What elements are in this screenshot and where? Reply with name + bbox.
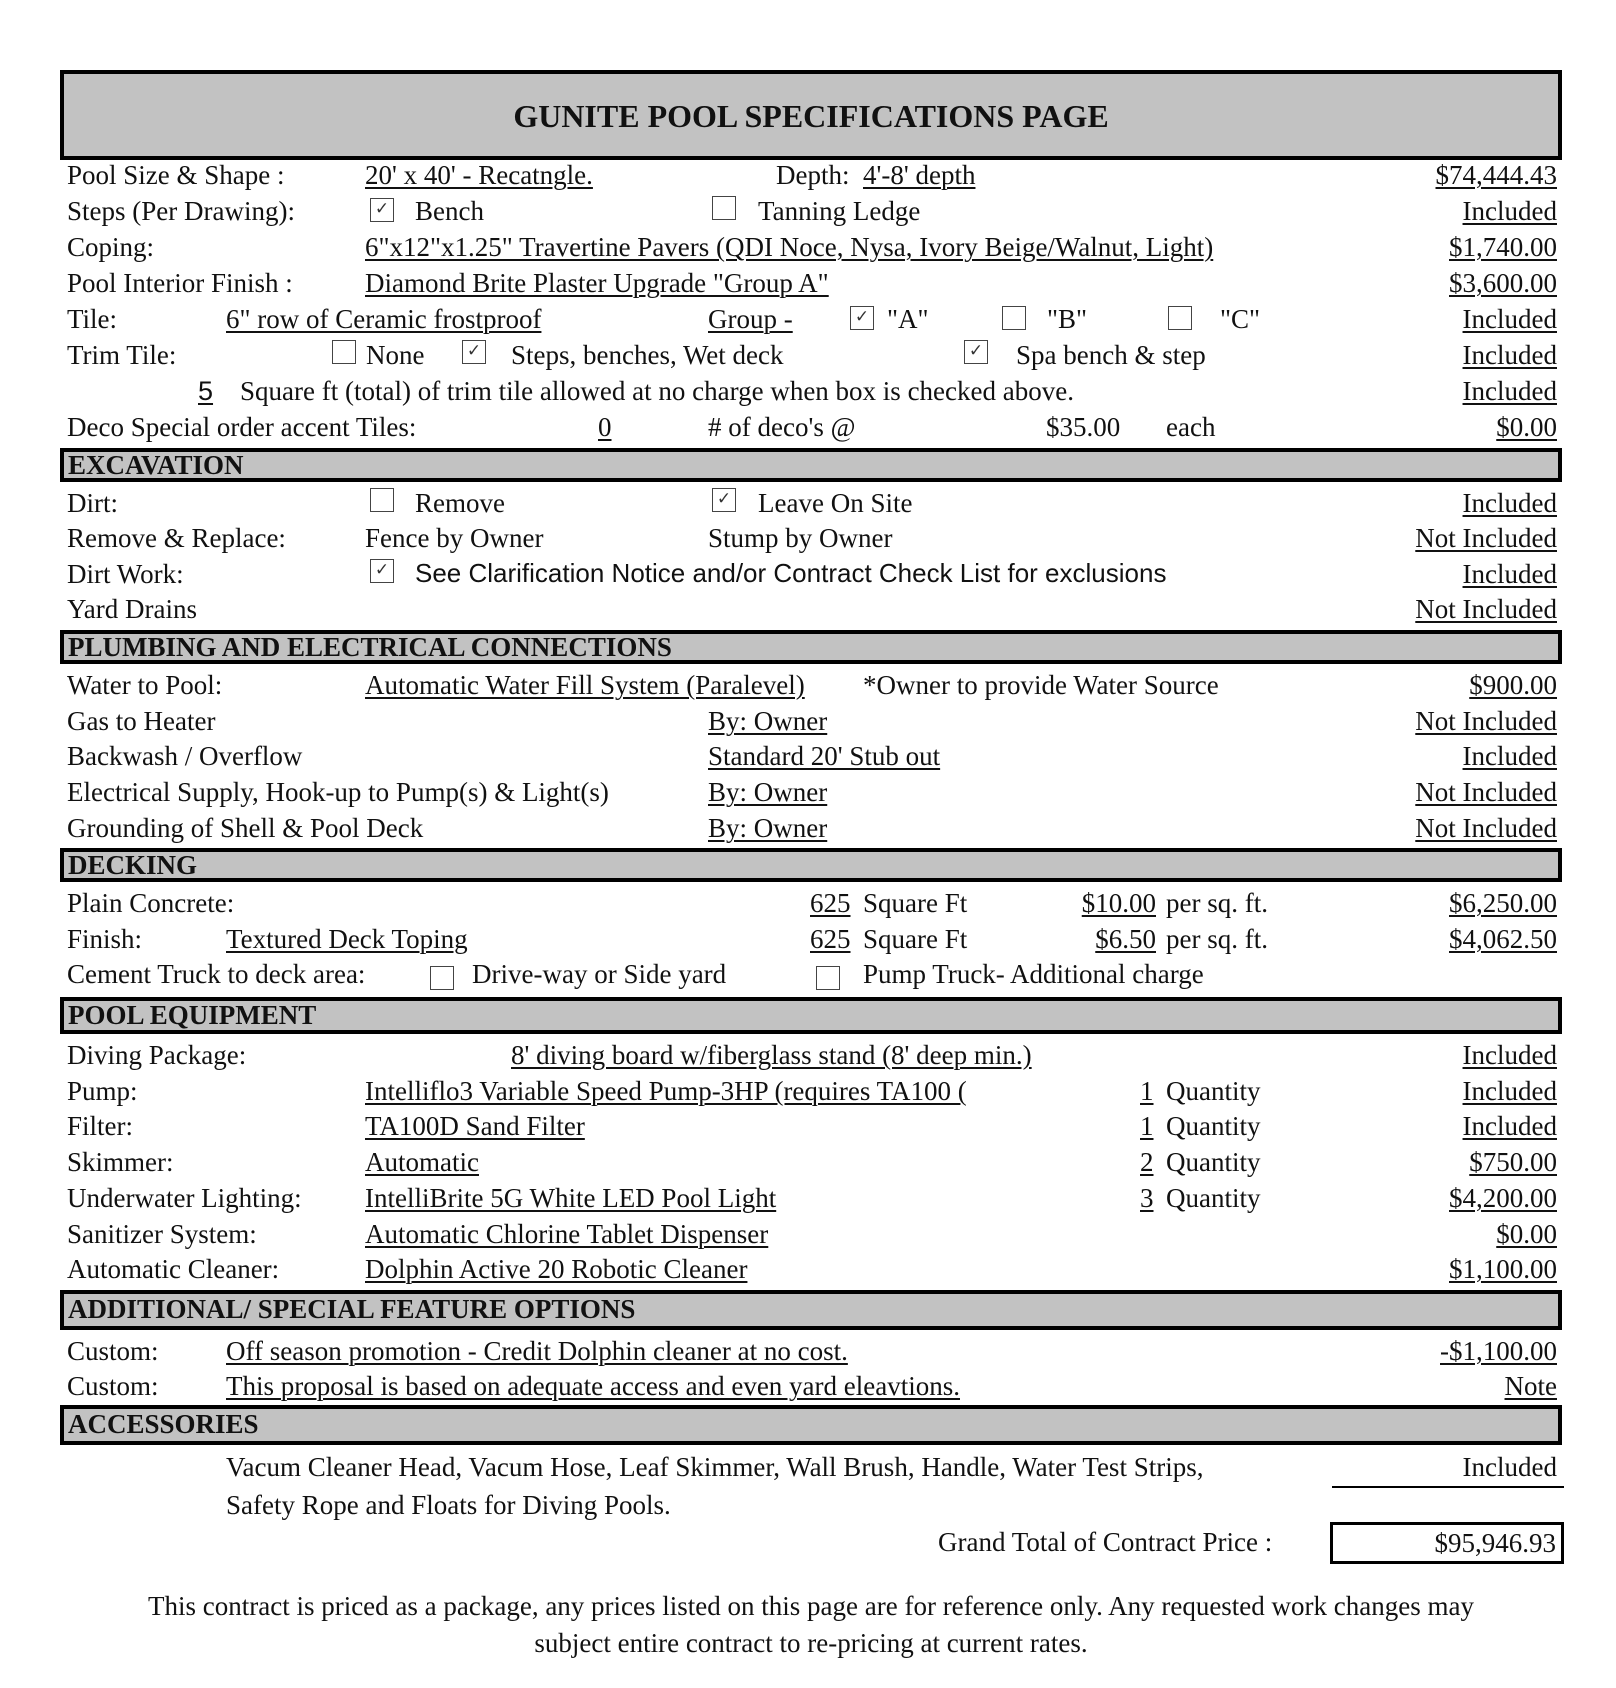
grounding-label: Grounding of Shell & Pool Deck [67,813,424,843]
stump-by-owner: Stump by Owner [708,523,893,553]
accessories-price: Included [1462,1452,1557,1482]
cleaner-value: Dolphin Active 20 Robotic Cleaner [365,1254,748,1284]
deck-finish-value: Textured Deck Toping [226,924,468,954]
tile-b-label: "B" [1047,304,1088,334]
plain-concrete-price: $6,250.00 [1449,888,1557,918]
dirt-remove-label: Remove [415,488,505,518]
steps-tanning-checkbox[interactable] [712,196,736,220]
trim-steps-checkbox[interactable]: ✓ [462,340,486,364]
pump-qty-label: Quantity [1166,1076,1261,1106]
deck-finish-rate: $6.50 [1095,924,1156,954]
custom1-price: -$1,100.00 [1440,1336,1557,1366]
equipment-section-header [60,997,1562,1034]
backwash-value: Standard 20' Stub out [708,741,941,771]
steps-bench-label: Bench [415,196,484,226]
lighting-qty: 3 [1140,1183,1154,1213]
trim-none-checkbox[interactable] [332,340,356,364]
plain-concrete-per: per sq. ft. [1166,888,1268,918]
custom2-label: Custom: [67,1371,159,1401]
dirt-work-label: Dirt Work: [67,559,184,589]
trim-price: Included [1462,340,1557,370]
steps-label: Steps (Per Drawing): [67,196,295,226]
yard-drains-price: Not Included [1415,594,1557,624]
deco-price: $0.00 [1496,412,1557,442]
diving-price: Included [1462,1040,1557,1070]
gas-price: Not Included [1415,706,1557,736]
trim-sqft-text: Square ft (total) of trim tile allowed at no charge when box is checked above. [240,376,1074,406]
depth-label: Depth: [776,160,850,190]
lighting-label: Underwater Lighting: [67,1183,302,1213]
cement-truck-label: Cement Truck to deck area: [67,959,366,989]
pool-size-value: 20' x 40' - Recatngle. [365,160,593,190]
cleaner-label: Automatic Cleaner: [67,1254,280,1284]
deco-count: 0 [598,412,612,442]
skimmer-qty-label: Quantity [1166,1147,1261,1177]
deck-finish-unit: Square Ft [863,924,968,954]
trim-label: Trim Tile: [67,340,177,370]
dirt-work-text: See Clarification Notice and/or Contract Check List for exclusions [415,558,1167,588]
deco-each: each [1166,412,1216,442]
trim-spa-checkbox[interactable]: ✓ [964,340,988,364]
tile-a-label: "A" [887,304,929,334]
finish-price: $3,600.00 [1449,268,1557,298]
trim-sqft-count: 5 [198,376,214,406]
skimmer-value: Automatic [365,1147,479,1177]
tile-group-label: Group - [708,304,793,334]
plumbing-section-header [60,630,1562,664]
accessories-price-underline [1332,1486,1564,1488]
trim-sqft-price: Included [1462,376,1557,406]
cleaner-price: $1,100.00 [1449,1254,1557,1284]
truck-drive-label: Drive-way or Side yard [472,959,727,989]
trim-none-label: None [366,340,425,370]
equipment-heading: POOL EQUIPMENT [68,1000,317,1030]
pump-qty: 1 [1140,1076,1154,1106]
trim-steps-label: Steps, benches, Wet deck [511,340,784,370]
tile-b-checkbox[interactable] [1002,306,1026,330]
dirt-leave-label: Leave On Site [758,488,913,518]
sanitizer-price: $0.00 [1496,1219,1557,1249]
dirt-label: Dirt: [67,488,118,518]
deco-unit-price: $35.00 [1046,412,1121,442]
skimmer-price: $750.00 [1469,1147,1557,1177]
coping-price: $1,740.00 [1449,232,1557,262]
diving-value: 8' diving board w/fiberglass stand (8' deep min.) [511,1040,1032,1070]
custom2-price: Note [1504,1371,1557,1401]
water-price: $900.00 [1469,670,1557,700]
electrical-price: Not Included [1415,777,1557,807]
remove-replace-label: Remove & Replace: [67,523,286,553]
finish-value: Diamond Brite Plaster Upgrade "Group A" [365,268,829,298]
plain-concrete-unit: Square Ft [863,888,968,918]
filter-price: Included [1462,1111,1557,1141]
pump-value: Intelliflo3 Variable Speed Pump-3HP (requires TA100 ( [365,1076,967,1106]
accessories-line-1: Vacum Cleaner Head, Vacum Hose, Leaf Skimmer, Wall Brush, Handle, Water Test Strips, [226,1452,1204,1482]
filter-label: Filter: [67,1111,133,1141]
additional-heading: ADDITIONAL/ SPECIAL FEATURE OPTIONS [68,1294,636,1324]
tile-c-checkbox[interactable] [1168,306,1192,330]
accessories-heading: ACCESSORIES [68,1409,259,1439]
tile-value: 6" row of Ceramic frostproof [226,304,542,334]
filter-value: TA100D Sand Filter [365,1111,585,1141]
accessories-section-header [60,1405,1562,1445]
grounding-value: By: Owner [708,813,828,843]
grounding-price: Not Included [1415,813,1557,843]
dirt-leave-checkbox[interactable]: ✓ [712,488,736,512]
pump-price: Included [1462,1076,1557,1106]
custom2-value: This proposal is based on adequate access and even yard eleavtions. [226,1371,960,1401]
backwash-label: Backwash / Overflow [67,741,303,771]
plain-concrete-label: Plain Concrete: [67,888,235,918]
filter-qty: 1 [1140,1111,1154,1141]
skimmer-label: Skimmer: [67,1147,174,1177]
truck-drive-checkbox[interactable] [430,966,454,990]
electrical-label: Electrical Supply, Hook-up to Pump(s) & Light(s) [67,777,609,807]
pool-size-label: Pool Size & Shape : [67,160,285,190]
fence-by-owner: Fence by Owner [365,523,544,553]
coping-value: 6"x12"x1.25" Travertine Pavers (QDI Noce, Nysa, Ivory Beige/Walnut, Light) [365,232,1214,262]
footer-line-2: subject entire contract to re-pricing at current rates. [534,1628,1088,1658]
electrical-value: By: Owner [708,777,828,807]
deck-finish-per: per sq. ft. [1166,924,1268,954]
finish-label: Pool Interior Finish : [67,268,293,298]
tile-a-checkbox[interactable]: ✓ [850,306,874,330]
accessories-line-2: Safety Rope and Floats for Diving Pools. [226,1490,671,1520]
plumbing-heading: PLUMBING AND ELECTRICAL CONNECTIONS [68,632,672,662]
water-note: *Owner to provide Water Source [863,670,1219,700]
sanitizer-value: Automatic Chlorine Tablet Dispenser [365,1219,769,1249]
deco-label: Deco Special order accent Tiles: [67,412,417,442]
truck-pump-label: Pump Truck- Additional charge [863,959,1204,989]
water-label: Water to Pool: [67,670,223,700]
backwash-price: Included [1462,741,1557,771]
diving-label: Diving Package: [67,1040,247,1070]
grand-total-label: Grand Total of Contract Price : [938,1527,1273,1557]
dirt-price: Included [1462,488,1557,518]
depth-value: 4'-8' depth [863,160,976,190]
lighting-price: $4,200.00 [1449,1183,1557,1213]
dirt-work-checkbox[interactable]: ✓ [370,559,394,583]
page-title: GUNITE POOL SPECIFICATIONS PAGE [513,98,1109,134]
pump-label: Pump: [67,1076,138,1106]
remove-replace-price: Not Included [1415,523,1557,553]
footer-line-1: This contract is priced as a package, any prices listed on this page are for reference only. Any requested work changes may [148,1591,1474,1621]
steps-price: Included [1462,196,1557,226]
custom1-label: Custom: [67,1336,159,1366]
dirt-remove-checkbox[interactable] [370,488,394,512]
pool-size-price: $74,444.43 [1435,160,1557,190]
tile-label: Tile: [67,304,118,334]
custom1-value: Off season promotion - Credit Dolphin cleaner at no cost. [226,1336,848,1366]
grand-total-value: $95,946.93 [1434,1528,1556,1558]
dirt-work-price: Included [1462,559,1557,589]
truck-pump-checkbox[interactable] [816,966,840,990]
gas-label: Gas to Heater [67,706,216,736]
plain-concrete-qty: 625 [810,888,851,918]
steps-tanning-label: Tanning Ledge [758,196,921,226]
decking-heading: DECKING [68,850,198,880]
trim-spa-label: Spa bench & step [1016,340,1206,370]
coping-label: Coping: [67,232,155,262]
tile-price: Included [1462,304,1557,334]
filter-qty-label: Quantity [1166,1111,1261,1141]
excavation-heading: EXCAVATION [68,450,244,480]
excavation-section-header [60,448,1562,482]
gas-value: By: Owner [708,706,828,736]
lighting-value: IntelliBrite 5G White LED Pool Light [365,1183,777,1213]
yard-drains-label: Yard Drains [67,594,198,624]
tile-c-label: "C" [1220,304,1261,334]
water-value: Automatic Water Fill System (Paralevel) [365,670,805,700]
page-header [60,70,1562,160]
additional-section-header [60,1290,1562,1330]
grand-total-box [1330,1522,1564,1564]
deco-text: # of deco's @ [708,412,856,442]
plain-concrete-rate: $10.00 [1081,888,1156,918]
lighting-qty-label: Quantity [1166,1183,1261,1213]
steps-bench-checkbox[interactable]: ✓ [370,198,394,222]
skimmer-qty: 2 [1140,1147,1154,1177]
deck-finish-qty: 625 [810,924,851,954]
deck-finish-price: $4,062.50 [1449,924,1557,954]
deck-finish-label: Finish: [67,924,143,954]
decking-section-header [60,848,1562,882]
sanitizer-label: Sanitizer System: [67,1219,257,1249]
